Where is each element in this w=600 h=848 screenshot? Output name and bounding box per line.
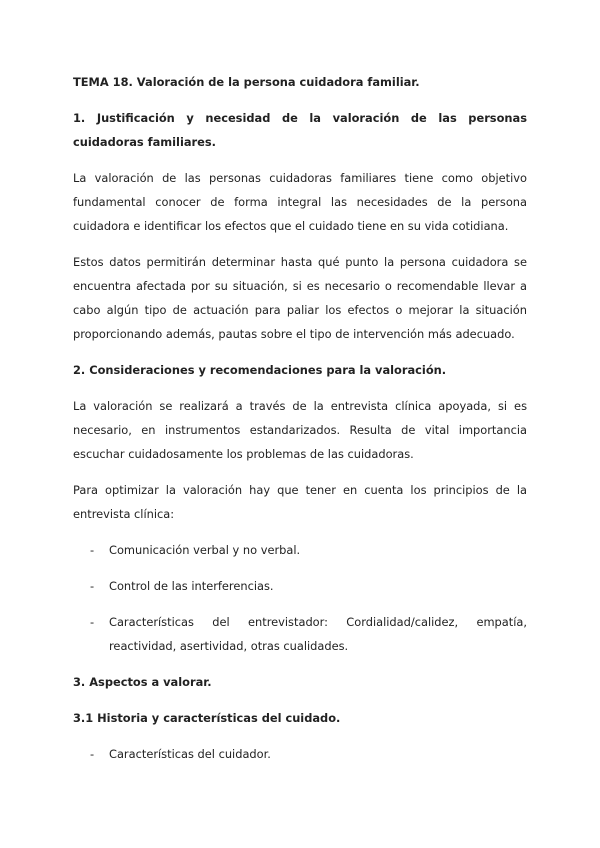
document-body — [73, 70, 527, 778]
section-3-1-heading: 3.1 Historia y características del cuidado. — [73, 711, 341, 725]
section-2-paragraph-1: La valoración se realizará a través de la entrevista clínica apoyada, si es necesario, en instrumentos estandarizados. Resulta de vital importancia escuchar cuidadosamente los problemas de las cuidadoras. — [73, 399, 527, 461]
list-item — [73, 610, 527, 658]
interview-principles-list — [73, 538, 527, 658]
section-3-heading: 3. Aspectos a valorar. — [73, 675, 212, 689]
section-1-heading: 1. Justificación y necesidad de la valoración de las personas cuidadoras familiares. — [73, 111, 527, 149]
dash-bullet: - — [90, 747, 95, 761]
list-item-text: Control de las interferencias. — [109, 579, 274, 593]
section-2-heading: 2. Consideraciones y recomendaciones para la valoración. — [73, 363, 447, 377]
section-2-paragraph-2: Para optimizar la valoración hay que tener en cuenta los principios de la entrevista clínica: — [73, 483, 527, 521]
dash-bullet: - — [90, 579, 95, 593]
section-1-paragraph-1: La valoración de las personas cuidadoras familiares tiene como objetivo fundamental conocer de forma integral las necesidades de la persona cuidadora e identificar los efectos que el cuidado tiene en su vida cotidiana. — [73, 171, 527, 233]
list-item — [73, 742, 527, 766]
dash-bullet: - — [90, 615, 95, 629]
dash-bullet: - — [90, 543, 95, 557]
care-history-list — [73, 742, 527, 766]
list-item — [73, 574, 527, 598]
list-item — [73, 538, 527, 562]
list-item-text: Características del cuidador. — [109, 747, 271, 761]
document-title: TEMA 18. Valoración de la persona cuidadora familiar. — [73, 75, 420, 89]
list-item-text: Características del entrevistador: Cordialidad/calidez, empatía, reactividad, asertividad, otras cualidades. — [109, 615, 527, 653]
section-1-paragraph-2: Estos datos permitirán determinar hasta qué punto la persona cuidadora se encuentra afectada por su situación, si es necesario o recomendable llevar a cabo algún tipo de actuación para paliar los efectos o mejorar la situación proporcionando además, pautas sobre el tipo de intervención más adecuado. — [73, 255, 527, 341]
list-item-text: Comunicación verbal y no verbal. — [109, 543, 301, 557]
